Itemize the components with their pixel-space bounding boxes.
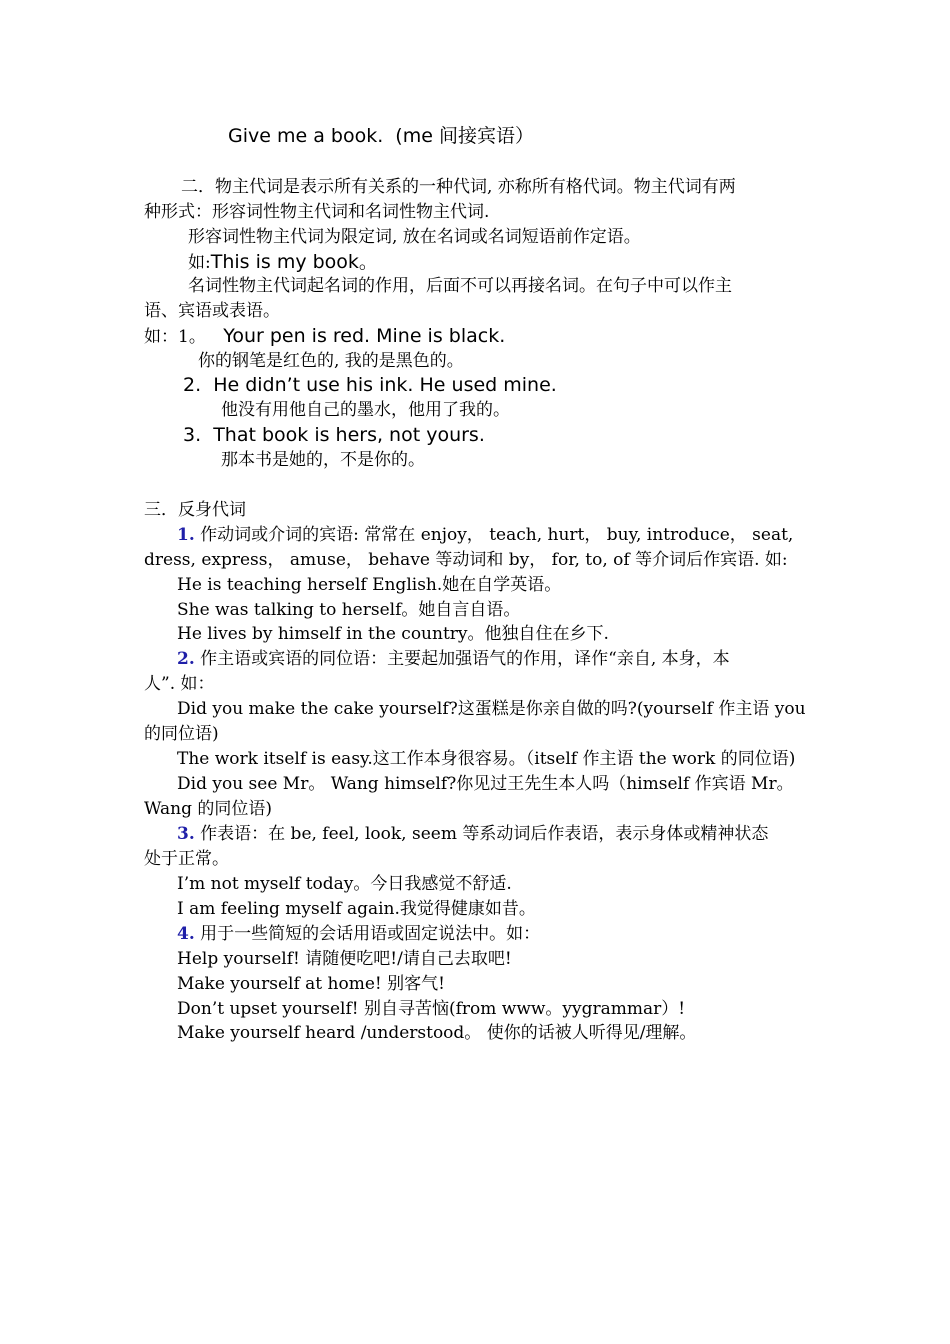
point-2-number: 2.	[177, 649, 195, 669]
section-3-heading: 三．反身代词	[144, 500, 246, 520]
point-1-number: 1.	[177, 525, 195, 545]
point-4-example-1: Help yourself! 请随便吃吧!/请自己去取吧!	[177, 949, 512, 969]
example-3-line	[183, 423, 485, 447]
point-4-example-3: Don’t upset yourself! 别自寻苦恼(from www。yygrammar）!	[177, 999, 686, 1019]
point-4-number: 4.	[177, 924, 195, 944]
point-3-line	[177, 822, 768, 846]
point-3-example-2: I am feeling myself again.我觉得健康如昔。	[177, 899, 536, 919]
adjective-form-end: 作定语。	[572, 227, 641, 247]
noun-form-mid: 起名词的作用，	[307, 276, 426, 296]
definition-text: 是表示所有关系的一种代词, 亦称所有格代词。物主代词有两	[283, 177, 736, 197]
example-1-line	[144, 324, 505, 349]
point-1-example-3: He lives by himself in the country。他独自住在乡下.	[177, 624, 609, 644]
point-1-example-1: He is teaching herself English.她在自学英语。	[177, 575, 562, 595]
point-4-line	[177, 922, 540, 946]
adjective-example-line	[188, 250, 378, 275]
example-3-translation: 那本书是她的，不是你的。	[221, 450, 425, 470]
section-2-number: 二．	[181, 177, 215, 197]
noun-form-end-cont: 语、宾语或表语。	[144, 301, 280, 321]
point-3-text: 作表语：在 be, feel, look, seem 等系动词后作表语，表示身体或精神状态	[200, 824, 769, 844]
point-2-line	[177, 647, 730, 671]
forms-prefix: 种形式：	[144, 202, 212, 222]
example-3-number: 3.	[183, 424, 202, 446]
point-2-example-3-cont: Wang 的同位语)	[144, 799, 272, 819]
noun-form-rule: 后面不可以再接名词。	[426, 276, 596, 296]
point-4-text: 用于一些简短的会话用语或固定说法中。如：	[200, 924, 541, 944]
point-2-example-3: Did you see Mr。 Wang himself?你见过王先生本人吗（himself 作宾语 Mr。	[177, 774, 794, 794]
point-4-example-4: Make yourself heard /understood。 使你的话被人听得见/理解。	[177, 1023, 697, 1043]
example-2-line	[183, 373, 557, 397]
section-2-definition-line	[181, 175, 736, 199]
example-sentence: This is my book。	[210, 251, 378, 273]
example-3-sentence: That book is hers, not yours.	[213, 424, 485, 446]
example-give-me-line	[228, 124, 534, 148]
adjective-position: 名词或名词短语前	[436, 227, 573, 247]
point-3-number: 3.	[177, 824, 195, 844]
point-4-example-2: Make yourself at home! 别客气!	[177, 974, 445, 994]
point-2-example-1: Did you make the cake yourself?这蛋糕是你亲自做的吗?(yourself 作主语 you	[177, 699, 806, 719]
noun-form-line	[188, 274, 732, 298]
example-sentence: Give me a book.	[228, 125, 384, 147]
point-2-example-2: The work itself is easy.这工作本身很容易。（itself 作主语 the work 的同位语)	[177, 749, 796, 769]
example-1-label: 如：1。	[144, 327, 206, 347]
example-note: (me 间接宾语）	[395, 125, 534, 147]
example-2-sentence: He didn’t use his ink. He used mine.	[213, 374, 557, 396]
term-noun-form: 名词性物主代词	[188, 276, 307, 296]
adjective-form-mid: 为限定词, 放在	[324, 227, 437, 247]
point-1-line	[177, 523, 793, 547]
example-2-translation: 他没有用他自己的墨水，他用了我的。	[221, 400, 510, 420]
forms-list: 形容词性物主代词和名词性物主代词.	[212, 202, 490, 222]
noun-form-line-cont	[144, 299, 280, 323]
example-1-sentence: Your pen is red. Mine is black.	[223, 325, 506, 347]
section-2-forms-line	[144, 200, 489, 224]
example-label: 如:	[188, 253, 211, 273]
example-2-number: 2.	[183, 374, 202, 396]
point-2-example-1-cont: 的同位语)	[144, 724, 219, 744]
point-3-example-1: I’m not myself today。今日我感觉不舒适.	[177, 874, 512, 894]
example-1-translation: 你的钢笔是红色的, 我的是黑色的。	[198, 351, 464, 371]
point-3-cont: 处于正常。	[144, 849, 229, 869]
term-possessive-pronoun: 物主代词	[215, 177, 283, 197]
point-2-text: 作主语或宾语的同位语：主要起加强语气的作用，译作“亲自, 本身，本	[200, 649, 730, 669]
term-adjective-form: 形容词性物主代词	[188, 227, 324, 247]
point-2-cont: 人”. 如：	[144, 674, 215, 694]
point-1-text: 作动词或介词的宾语: 常常在 enjoy， teach, hurt， buy, introduce， seat,	[200, 525, 794, 545]
noun-form-end: 在句子中可以作主	[596, 276, 732, 296]
point-1-example-2: She was talking to herself。她自言自语。	[177, 600, 521, 620]
adjective-form-line	[188, 225, 641, 249]
point-1-cont: dress, express， amuse， behave 等动词和 by， for, to, of 等介词后作宾语. 如:	[144, 550, 788, 570]
